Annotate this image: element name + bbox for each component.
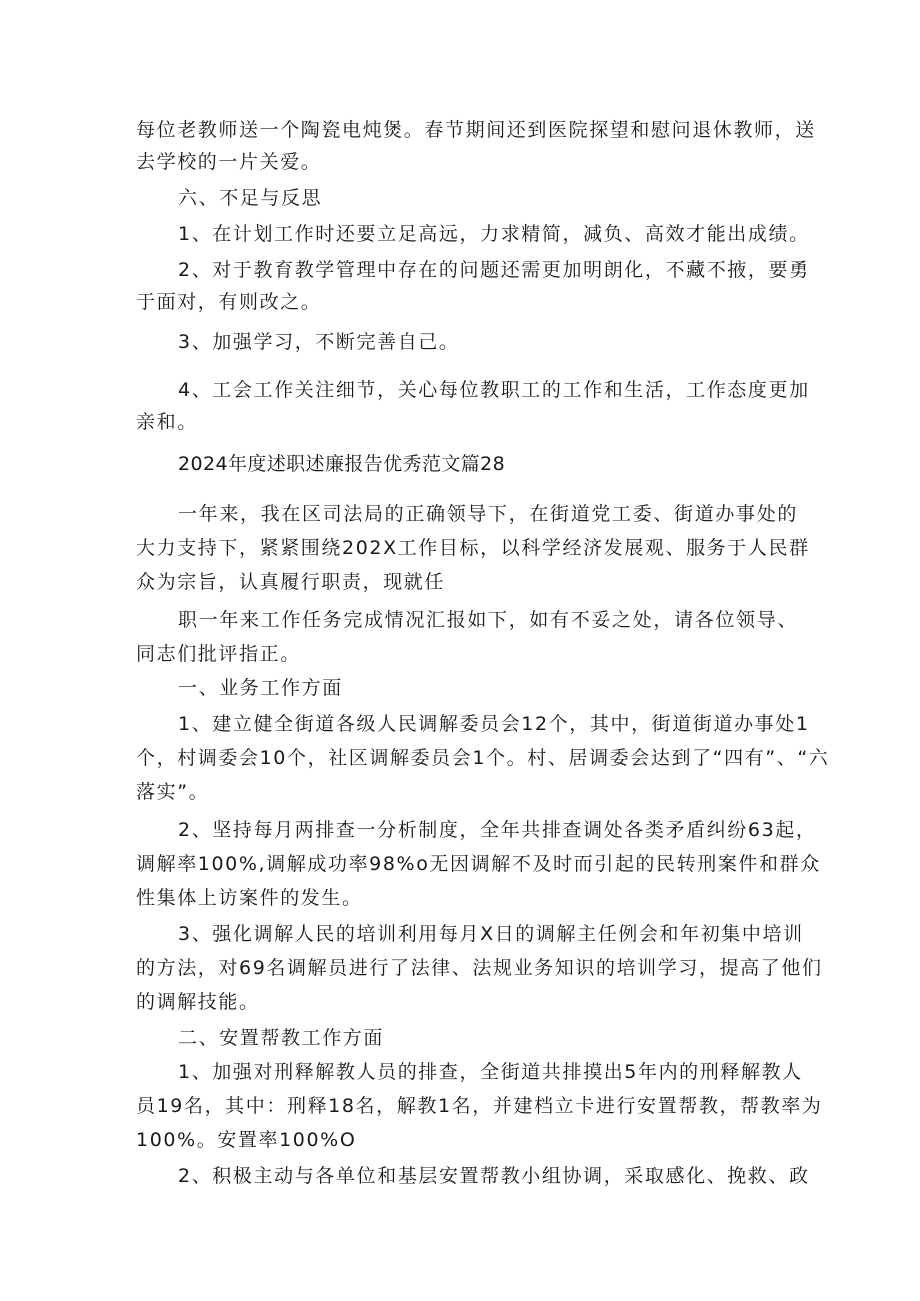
list-item: 2、对于教育教学管理中存在的问题还需更加明朗化，不藏不掖，要勇	[178, 259, 810, 281]
section-heading: 一、业务工作方面	[178, 677, 343, 699]
list-item: 3、强化调解人民的培训利用每月X日的调解主任例会和年初集中培训	[178, 923, 804, 945]
paragraph-line: 众为宗旨，认真履行职责，现就任	[136, 571, 446, 593]
paragraph-line: 同志们批评指正。	[136, 643, 301, 665]
paragraph-line: 100%。安置率100%O	[136, 1129, 357, 1151]
paragraph-line: 去学校的一片关爱。	[136, 151, 322, 173]
list-item: 2、坚持每月两排查一分析制度，全年共排查调处各类矛盾纠纷63起，	[178, 819, 817, 841]
list-item: 1、加强对刑释解教人员的排查，全街道共排摸出5年内的刑释解教人	[178, 1061, 803, 1083]
paragraph-line: 调解率100%,调解成功率98%o无因调解不及时而引起的民转刑案件和群众	[136, 853, 821, 875]
list-item: 1、在计划工作时还要立足高远，力求精简，减负、高效才能出成绩。	[178, 223, 810, 245]
list-item: 2、积极主动与各单位和基层安置帮教小组协调，采取感化、挽救、政	[178, 1165, 810, 1187]
document-title: 2024年度述职述廉报告优秀范文篇28	[178, 453, 506, 475]
list-item: 3、加强学习，不断完善自己。	[178, 331, 460, 353]
paragraph-line: 职一年来工作任务完成情况汇报如下，如有不妥之处，请各位领导、	[178, 609, 798, 631]
section-heading: 二、安置帮教工作方面	[178, 1027, 385, 1049]
paragraph-line: 性集体上访案件的发生。	[136, 887, 363, 909]
paragraph-line: 落实”。	[136, 781, 210, 803]
paragraph-line: 于面对，有则改之。	[136, 291, 322, 313]
paragraph-line: 的调解技能。	[136, 991, 260, 1013]
list-item: 1、建立健全街道各级人民调解委员会12个，其中，街道街道办事处1	[178, 713, 810, 735]
paragraph-line: 亲和。	[136, 411, 198, 433]
paragraph-line: 员19名，其中：刑释18名，解教1名，并建档立卡进行安置帮教，帮教率为	[136, 1095, 823, 1117]
section-heading: 六、不足与反思	[178, 187, 323, 209]
list-item: 4、工会工作关注细节，关心每位教职工的工作和生活，工作态度更加	[178, 379, 810, 401]
paragraph-line: 一年来，我在区司法局的正确领导下，在街道党工委、街道办事处的	[178, 503, 798, 525]
paragraph-line: 个，村调委会10个，社区调解委员会1个。村、居调委会达到了“四有”、“六	[136, 747, 830, 769]
paragraph-line: 大力支持下，紧紧围绕202X工作目标，以科学经济发展观、服务于人民群	[136, 537, 810, 559]
paragraph-line: 每位老教师送一个陶瓷电炖煲。春节期间还到医院探望和慰问退休教师，送	[136, 119, 816, 141]
paragraph-line: 的方法，对69名调解员进行了法律、法规业务知识的培训学习，提高了他们	[136, 957, 823, 979]
